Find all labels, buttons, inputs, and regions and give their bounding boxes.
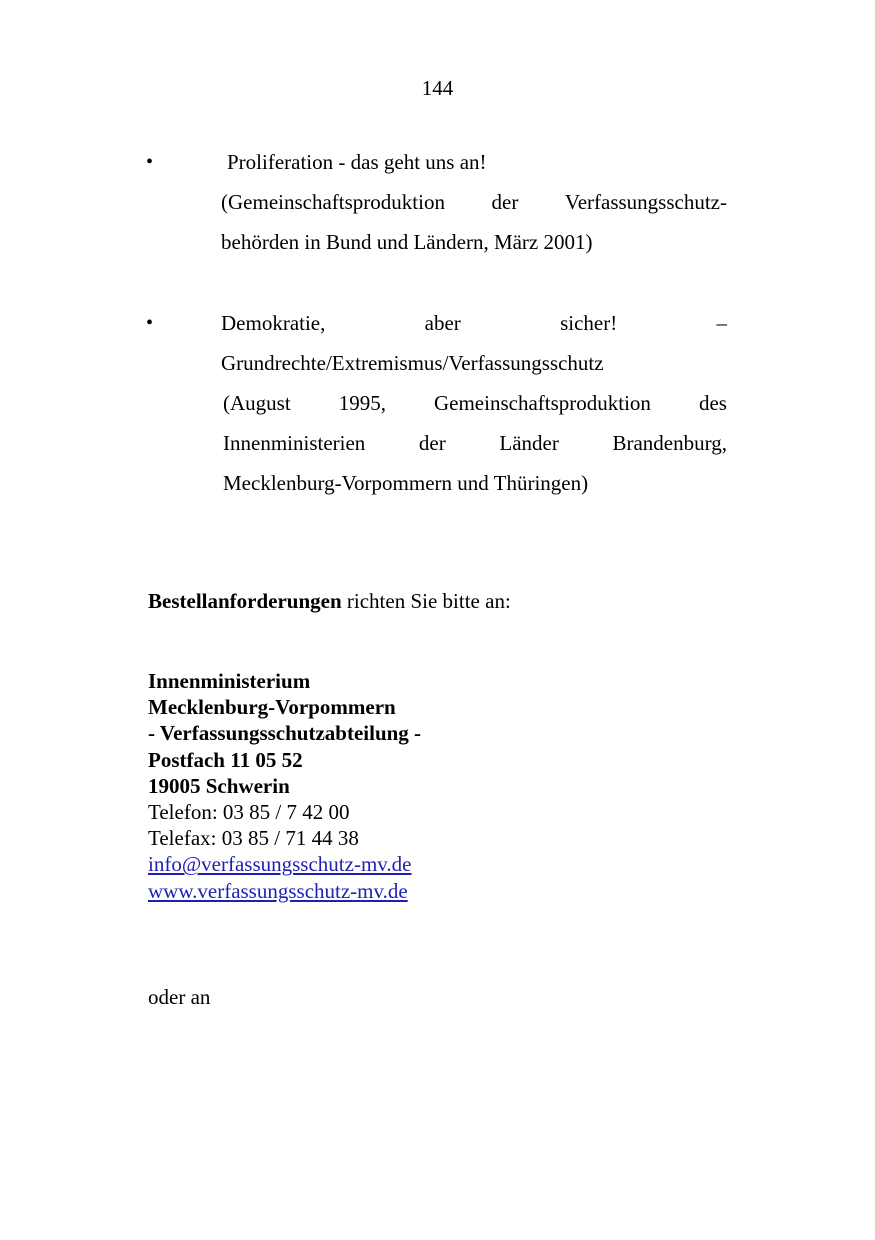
email-link[interactable]: info@verfassungsschutz-mv.de <box>148 852 412 877</box>
address-line: 19005 Schwerin <box>148 773 290 798</box>
publication-title: Proliferation - das geht uns an! <box>227 150 487 174</box>
address-line: - Verfassungsschutzabteilung - <box>148 721 422 746</box>
bullet-point: • <box>146 312 154 334</box>
address-block <box>148 668 421 904</box>
page-number: 144 <box>421 76 454 100</box>
publication-description-line: Mecklenburg-Vorpommern und Thüringen) <box>223 471 589 495</box>
website-link[interactable]: www.verfassungsschutz-mv.de <box>148 878 408 903</box>
publication-item <box>221 150 727 270</box>
order-intro <box>148 589 511 614</box>
address-line: Mecklenburg-Vorpommern <box>148 695 396 720</box>
publication-description-line: Innenministerien der Länder Brandenburg, <box>223 431 727 455</box>
publication-title-line: Grundrechte/Extremismus/Verfassungsschutz <box>221 351 604 375</box>
publication-title: Demokratie, aber sicher! – <box>221 311 727 335</box>
publication-description-line: (Gemeinschaftsproduktion der Verfassungsschutz- <box>221 190 727 214</box>
publication-item <box>221 311 727 511</box>
publication-description-line: (August 1995, Gemeinschaftsproduktion des <box>223 391 727 415</box>
bullet-point: • <box>146 151 154 173</box>
address-line: Postfach 11 05 52 <box>148 747 303 772</box>
address-line: Innenministerium <box>148 669 311 693</box>
fax-number: Telefax: 03 85 / 71 44 38 <box>148 826 359 851</box>
phone-number: Telefon: 03 85 / 7 42 00 <box>148 800 350 825</box>
order-intro-bold: Bestellanforderungen <box>148 589 342 613</box>
publication-description-line: behörden in Bund und Ländern, März 2001) <box>221 230 593 254</box>
order-intro-text: richten Sie bitte an: <box>341 589 511 613</box>
closing-text: oder an <box>148 985 211 1009</box>
